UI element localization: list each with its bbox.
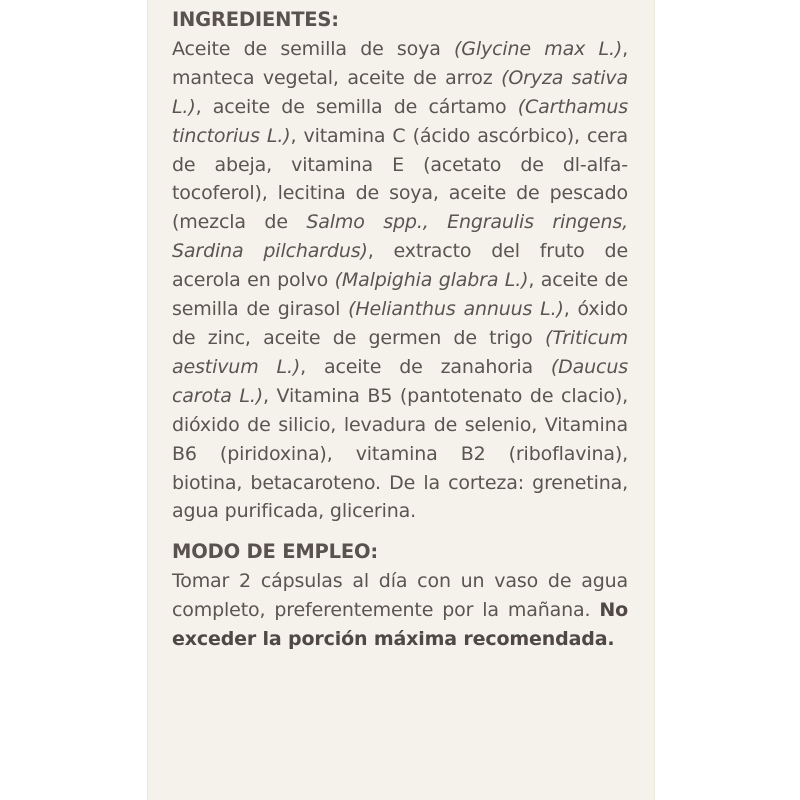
- ingredients-segment: , óxido de zinc, aceite de germen de trigo: [172, 298, 628, 349]
- ingredients-segment: , aceite de zanahoria: [300, 355, 551, 378]
- ingredients-species: (Daucus carota L.): [172, 355, 628, 407]
- ingredients-species: (Oryza sativa L.): [172, 66, 628, 118]
- ingredients-segment: Aceite de semilla de soya: [172, 37, 455, 60]
- ingredients-species: (Malpighia glabra L.): [334, 269, 529, 292]
- ingredients-segment: , Vitamina B5 (pantotenato de clacio), dióxido de silicio, levadura de selenio, Vitamina B6 (piridoxina), vitamina B2 (riboflavina), biotina, betacaroteno. De la corteza: grenetina, agua purificada, glicerina.: [172, 384, 628, 523]
- label-content: [172, 6, 628, 654]
- ingredients-species: (Triticum aestivum L.): [172, 326, 628, 378]
- ingredients-species: (Carthamus tinctorius L.): [172, 95, 628, 147]
- ingredients-segment: , aceite de semilla de cártamo: [195, 95, 518, 118]
- ingredients-segment: , extracto del fruto de acerola en polvo: [172, 240, 628, 292]
- ingredients-heading: INGREDIENTES:: [172, 8, 339, 31]
- ingredients-segment: , manteca vegetal, aceite de arroz: [172, 37, 628, 89]
- ingredients-segment: , aceite de semilla de girasol: [172, 269, 628, 321]
- ingredients-species: Salmo spp., Engraulis ringens, Sardina pilchardus): [172, 211, 628, 263]
- ingredients-species: (Helianthus annuus L.): [348, 298, 564, 321]
- usage-text: [172, 567, 628, 654]
- usage-instructions: Tomar 2 cápsulas al día con un vaso de agua completo, preferentemente por la mañana.: [172, 570, 628, 622]
- ingredients-text: [172, 35, 628, 526]
- usage-heading: MODO DE EMPLEO:: [172, 540, 378, 564]
- usage-warning: No exceder la porción máxima recomendada.: [172, 599, 628, 651]
- ingredients-species: (Glycine max L.): [454, 37, 623, 60]
- section-gap: [172, 526, 628, 538]
- ingredients-segment: , vitamina C (ácido ascórbico), cera de abeja, vitamina E (acetato de dl-alfa-tocoferol), lecitina de soya, aceite de pescado (mezcla de: [172, 124, 628, 234]
